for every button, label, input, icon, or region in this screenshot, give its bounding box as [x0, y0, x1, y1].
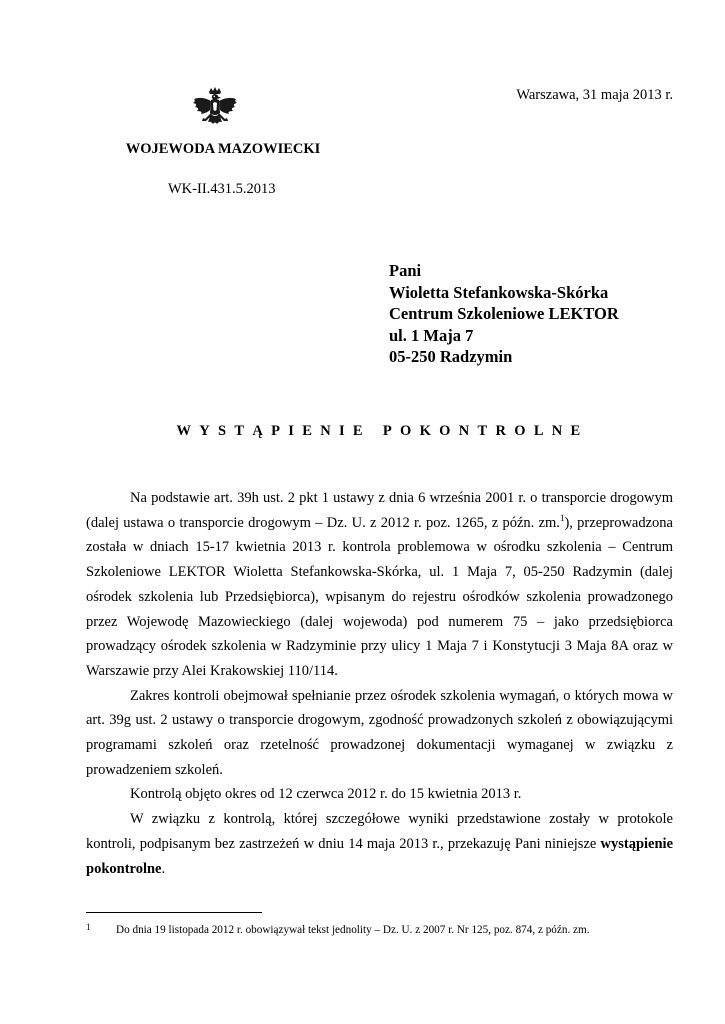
paragraph-4-end: .: [161, 860, 166, 877]
recipient-salutation: Pani: [389, 261, 422, 280]
footnote-number: 1: [86, 922, 91, 932]
case-reference: WK-II.431.5.2013: [168, 181, 276, 197]
paragraph-4-bold-text: wystąpienie pokontrolne: [86, 835, 673, 877]
document-title: WYSTĄPIENIE POKONTROLNE: [176, 423, 589, 439]
issuer-name: WOJEWODA MAZOWIECKI: [125, 141, 321, 157]
paragraph-4-text: W związku z kontrolą, której szczegółowe wyniki przedstawione zostały w protokole kontroli, podpisanym bez zastrzeżeń w dniu 14 maja 2013 r., przekazuję Pani niniejsze: [86, 811, 673, 852]
paragraph-1-text-end: ), przeprowadzona została w dniach 15-17 kwietnia 2013 r. kontrola problemowa w ośrodku szkolenia – Centrum Szkoleniowe LEKTOR Wioletta Stefankowska-Skórka, ul. 1 Maja 7, 05-250 Radzymin (dalej ośrodek szkolenia lub Przedsiębiorca), wpisanym do rejestru ośrodków szkolenia prowadzonego przez Wojewodę Mazowieckiego (dalej wojewoda) pod numerem 75 – jako przedsiębiorca prowadzący ośrodek szkolenia w Radzyminie przy ulicy 1 Maja 7 i Konstytucji 3 Maja 8A oraz w Warszawie przy Alei Krakowskiej 110/114.: [86, 514, 673, 679]
polish-eagle-emblem-icon: [190, 86, 240, 136]
footnote-divider: [86, 912, 262, 913]
recipient-address-block: [389, 260, 619, 368]
paragraph-1-text-start: Na podstawie art. 39h ust. 2 pkt 1 ustawy z dnia 6 września 2001 r. o transporcie drogowym (dalej ustawa o transporcie drogowym – Dz. U. z 2012 r. poz. 1265, z późn. zm.: [86, 490, 673, 531]
body-paragraph-2: Zakres kontroli obejmował spełnianie przez ośrodek szkolenia wymagań, o których mowa w art. 39g ust. 2 ustawy o transporcie drogowym, zgodność prowadzonych szkoleń z obowiązującymi programami szkoleń oraz rzetelność prowadzonej dokumentacji wymaganej w związku z prowadzeniem szkoleń.: [86, 687, 673, 778]
footnote-text: Do dnia 19 listopada 2012 r. obowiązywał tekst jednolity – Dz. U. z 2007 r. Nr 125, poz. 874, z późn. zm.: [116, 924, 590, 936]
recipient-street: ul. 1 Maja 7: [389, 325, 474, 345]
recipient-organization: Centrum Szkoleniowe LEKTOR: [389, 304, 619, 323]
body-paragraph-4: [86, 807, 673, 881]
recipient-postal-city: 05-250 Radzymin: [389, 347, 513, 366]
body-paragraph-1: [86, 486, 673, 684]
footnote-reference: 1: [559, 512, 565, 523]
place-date: Warszawa, 31 maja 2013 r.: [516, 87, 673, 103]
recipient-name: Wioletta Stefankowska-Skórka: [389, 282, 609, 302]
body-paragraph-3: Kontrolą objęto okres od 12 czerwca 2012 r. do 15 kwietnia 2013 r.: [130, 786, 522, 803]
footnote: [86, 920, 686, 937]
letter-body: [86, 486, 673, 881]
